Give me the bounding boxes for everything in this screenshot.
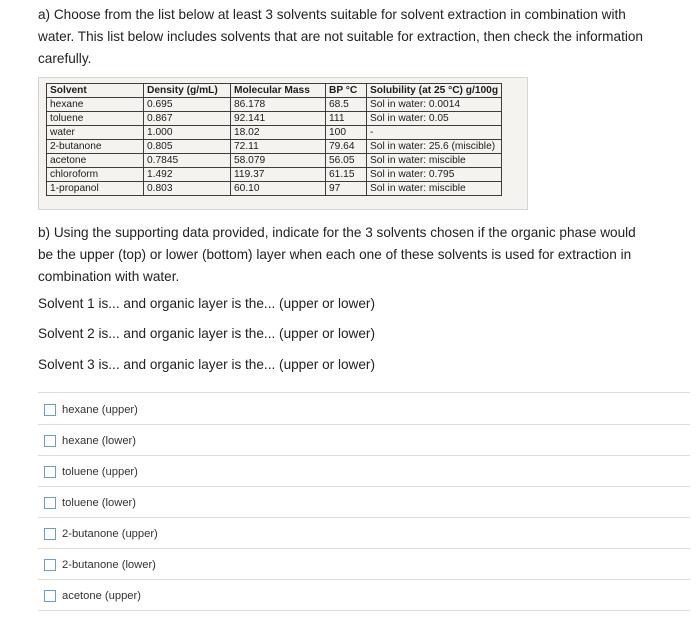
option-label: 2-butanone (upper)	[62, 528, 158, 540]
checkbox-icon[interactable]	[44, 497, 56, 509]
table-cell: 0.695	[144, 98, 231, 112]
table-cell: 86.178	[231, 98, 326, 112]
option-divider	[38, 517, 690, 518]
checkbox-icon[interactable]	[44, 435, 56, 447]
table-row	[47, 126, 502, 140]
table-row	[47, 154, 502, 168]
table-cell: 79.64	[326, 140, 367, 154]
table-cell: Sol in water: miscible	[367, 154, 502, 168]
table-cell: 60.10	[231, 182, 326, 196]
option-divider	[38, 455, 690, 456]
column-header-molecular-mass: Molecular Mass	[231, 84, 326, 98]
table-cell: hexane	[47, 98, 144, 112]
table-cell: 0.803	[144, 182, 231, 196]
option-label: toluene (lower)	[62, 497, 136, 509]
option-divider	[38, 548, 690, 549]
option-toluene-upper[interactable]	[44, 462, 138, 482]
table-cell: 119.37	[231, 168, 326, 182]
checkbox-icon[interactable]	[44, 590, 56, 602]
option-2-butanone-upper[interactable]	[44, 524, 158, 544]
table-cell: 0.867	[144, 112, 231, 126]
table-cell: 92.141	[231, 112, 326, 126]
table-cell: 100	[326, 126, 367, 140]
option-label: hexane (upper)	[62, 404, 138, 416]
option-label: toluene (upper)	[62, 466, 138, 478]
table-row	[47, 112, 502, 126]
table-cell: 68.5	[326, 98, 367, 112]
column-header-boiling-point: BP °C	[326, 84, 367, 98]
table-row	[47, 140, 502, 154]
table-cell: 1-propanol	[47, 182, 144, 196]
solvent-1-prompt: Solvent 1 is... and organic layer is the... (upper or lower)	[38, 296, 375, 311]
option-hexane-lower[interactable]	[44, 431, 136, 451]
option-divider	[38, 610, 690, 611]
table-cell: chloroform	[47, 168, 144, 182]
column-header-density: Density (g/mL)	[144, 84, 231, 98]
table-cell: 18.02	[231, 126, 326, 140]
column-header-solvent: Solvent	[47, 84, 144, 98]
option-acetone-upper[interactable]	[44, 586, 141, 606]
table-cell: Sol in water: 0.795	[367, 168, 502, 182]
question-a-text: a) Choose from the list below at least 3 solvents suitable for solvent extraction in combination with water. This list below includes solvents that are not suitable for extraction, then check the information carefully.	[38, 7, 643, 66]
table-cell: acetone	[47, 154, 144, 168]
options-divider	[38, 392, 690, 393]
option-hexane-upper[interactable]	[44, 400, 138, 420]
checkbox-icon[interactable]	[44, 528, 56, 540]
option-2-butanone-lower[interactable]	[44, 555, 156, 575]
option-divider	[38, 579, 690, 580]
table-cell: 1.492	[144, 168, 231, 182]
table-row	[47, 98, 502, 112]
table-cell: 58.079	[231, 154, 326, 168]
checkbox-icon[interactable]	[44, 466, 56, 478]
solvent-data-table	[46, 83, 502, 196]
table-cell: 72.11	[231, 140, 326, 154]
table-cell: Sol in water: miscible	[367, 182, 502, 196]
table-cell: 0.7845	[144, 154, 231, 168]
table-cell: 56.05	[326, 154, 367, 168]
checkbox-icon[interactable]	[44, 559, 56, 571]
column-header-solubility: Solubility (at 25 °C) g/100g	[367, 84, 502, 98]
table-cell: 0.805	[144, 140, 231, 154]
table-row	[47, 168, 502, 182]
table-cell: water	[47, 126, 144, 140]
solvent-3-prompt: Solvent 3 is... and organic layer is the... (upper or lower)	[38, 357, 375, 372]
table-cell: 111	[326, 112, 367, 126]
table-cell: Sol in water: 0.05	[367, 112, 502, 126]
table-cell: 97	[326, 182, 367, 196]
table-cell: -	[367, 126, 502, 140]
option-toluene-lower[interactable]	[44, 493, 136, 513]
option-divider	[38, 486, 690, 487]
checkbox-icon[interactable]	[44, 404, 56, 416]
option-divider	[38, 424, 690, 425]
table-cell: 2-butanone	[47, 140, 144, 154]
option-label: acetone (upper)	[62, 590, 141, 602]
table-row	[47, 182, 502, 196]
option-label: 2-butanone (lower)	[62, 559, 156, 571]
question-b-text: b) Using the supporting data provided, indicate for the 3 solvents chosen if the organic phase would be the upper (top) or lower (bottom) layer when each one of these solvents is used for extraction in combination with water.	[38, 225, 636, 284]
table-header-row	[47, 84, 502, 98]
table-cell: toluene	[47, 112, 144, 126]
option-label: hexane (lower)	[62, 435, 136, 447]
table-cell: 61.15	[326, 168, 367, 182]
solvent-data-table-photo	[38, 77, 528, 210]
table-cell: Sol in water: 0.0014	[367, 98, 502, 112]
table-cell: Sol in water: 25.6 (miscible)	[367, 140, 502, 154]
solvent-2-prompt: Solvent 2 is... and organic layer is the... (upper or lower)	[38, 326, 375, 341]
table-cell: 1.000	[144, 126, 231, 140]
